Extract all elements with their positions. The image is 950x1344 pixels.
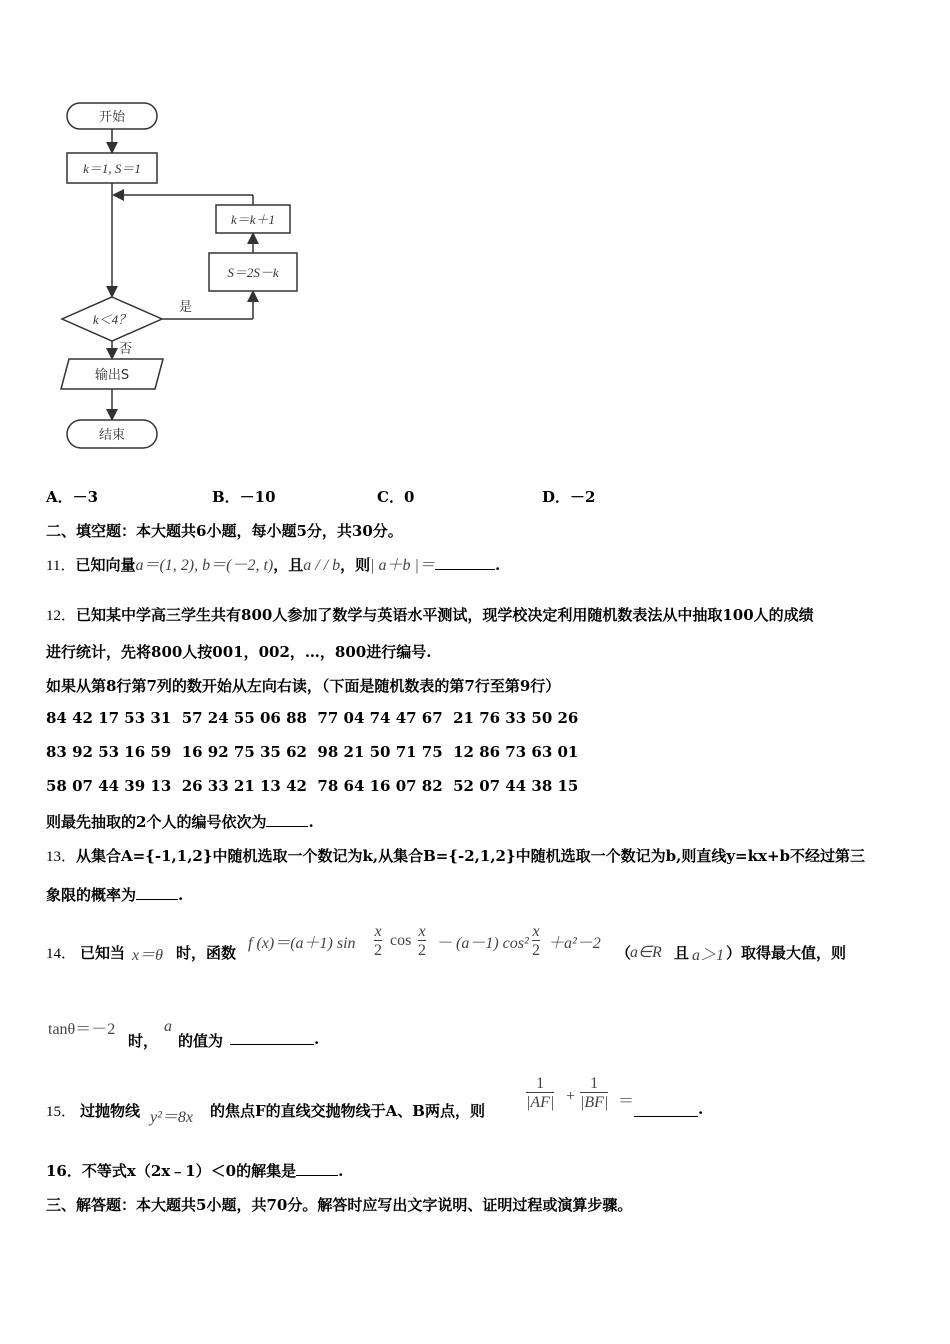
q15-number: 15． <box>46 1104 77 1120</box>
option-b: B．－10 <box>212 488 276 506</box>
q14-func-part-2: － (a－1) cos² <box>436 935 529 952</box>
q15-text-1: 过抛物线 <box>80 1102 141 1120</box>
question-16 <box>46 1160 343 1181</box>
section-3-heading: 三、解答题：本大题共5小题，共70分。解答时应写出文字说明、证明过程或演算步骤。 <box>46 1196 633 1214</box>
q12-end: . <box>308 813 314 831</box>
q15-answer-blank <box>634 1104 698 1117</box>
q11-vectors: a＝(1, 2), b＝(－2, t) <box>135 557 274 574</box>
q14-end: . <box>314 1030 320 1048</box>
q14-frac-1-num: x <box>374 923 382 940</box>
question-12-line-3: 如果从第8行第7列的数开始从左向右读，（下面是随机数表的第7行至第9行） <box>46 677 561 695</box>
q14-frac-3-den: 2 <box>532 942 540 959</box>
option-d: D．－2 <box>542 488 596 506</box>
condition-label: k＜4？ <box>92 312 132 327</box>
q16-text: 16．不等式x（2x﹣1）＜0的解集是 <box>46 1162 297 1180</box>
q14-frac-1-den: 2 <box>374 942 382 959</box>
q14-a: a <box>164 1018 172 1035</box>
q15-parabola: y²＝8x <box>150 1109 194 1126</box>
q13-text-1: 从集合A={-1,1,2}中随机选取一个数记为k,从集合B={-2,1,2}中随机选取一个数记为b,则直线y=kx+b不经过第三 <box>76 847 866 865</box>
option-a: A．－3 <box>46 488 99 506</box>
q14-text-3: 时， <box>128 1032 159 1050</box>
question-12-line-1 <box>46 604 814 625</box>
q12-text-1: 已知某中学高三学生共有800人参加了数学与英语水平测试，现学校决定利用随机数表法从中抽取100人的成绩 <box>76 606 814 624</box>
question-13-line-1 <box>46 845 865 866</box>
q12-text-4: 则最先抽取的2个人的编号依次为 <box>46 813 267 831</box>
update-label: S＝2S－k <box>227 265 279 280</box>
q14-text-4: 的值为 <box>178 1032 224 1050</box>
q11-end: . <box>494 556 501 574</box>
q16-answer-blank <box>296 1163 338 1176</box>
q14-number: 14． <box>46 946 77 962</box>
q15-frac-af-num: 1 <box>536 1075 545 1092</box>
option-c: C．0 <box>377 488 415 506</box>
q11-number: 11． <box>46 558 76 574</box>
q15-frac-bf <box>580 1076 608 1111</box>
q11-abs: | a＋b |＝ <box>370 557 435 574</box>
q11-text-2: ，且 <box>273 556 304 574</box>
random-table-row-9: 58 07 44 39 13 26 33 21 13 42 78 64 16 07 82 52 07 44 38 15 <box>46 777 579 795</box>
q14-func-part-3: ＋a²－2 <box>548 935 601 952</box>
q14-func-part-1: f (x)＝(a＋1) sin <box>248 935 356 952</box>
question-12-line-2: 进行统计，先将800人按001，002，…，800进行编号. <box>46 643 432 661</box>
flowchart <box>55 95 315 465</box>
yes-label: 是 <box>179 300 193 315</box>
q14-cond-open: （ <box>616 944 632 962</box>
q14-cos: cos <box>390 932 412 949</box>
output-label: 输出S <box>94 368 130 383</box>
q11-answer-blank <box>435 557 495 570</box>
q14-cond-and: 且 <box>674 944 690 962</box>
q15-frac-af-den: |AF| <box>526 1094 555 1111</box>
q14-frac-3-num: x <box>532 923 540 940</box>
q13-number: 13． <box>46 849 77 865</box>
q12-number: 12． <box>46 608 77 624</box>
q14-tan: tanθ＝－2 <box>48 1021 116 1038</box>
no-label: 否 <box>119 342 133 357</box>
q14-text-2: 时，函数 <box>176 944 237 962</box>
init-label: k＝1, S＝1 <box>83 161 141 176</box>
q14-frac-2-num: x <box>418 923 426 940</box>
start-label: 开始 <box>98 110 126 125</box>
q14-frac-2-den: 2 <box>418 942 426 959</box>
q15-frac-bf-den: |BF| <box>580 1094 609 1111</box>
q15-text-2: 的焦点F的直线交抛物线于A、B两点，则 <box>210 1102 485 1120</box>
q14-frac-2 <box>418 924 426 959</box>
section-2-heading: 二、填空题：本大题共6小题，每小题5分，共30分。 <box>46 522 403 540</box>
q14-text-1: 已知当 <box>80 944 126 962</box>
q15-frac-af <box>526 1076 554 1111</box>
q14-cond-1: a∈R <box>630 944 662 961</box>
q11-text-3: ，则 <box>340 556 371 574</box>
q14-answer-blank <box>230 1032 314 1045</box>
q14-frac-3 <box>532 924 540 959</box>
random-table-row-7: 84 42 17 53 31 57 24 55 06 88 77 04 74 47 67 21 76 33 50 26 <box>46 709 579 727</box>
q14-cond-2: a＞1 <box>692 947 725 964</box>
question-13-line-2 <box>46 884 183 905</box>
q15-frac-bf-num: 1 <box>590 1075 599 1092</box>
q16-end: . <box>338 1162 344 1180</box>
q13-text-2: 象限的概率为 <box>46 886 137 904</box>
q11-parallel: a / / b <box>303 557 341 574</box>
q15-end: . <box>698 1100 704 1118</box>
q14-theta: x＝θ <box>132 947 163 964</box>
random-table-row-8: 83 92 53 16 59 16 92 75 35 62 98 21 50 71 75 12 86 73 63 01 <box>46 743 579 761</box>
q12-answer-blank <box>266 814 308 827</box>
q13-end: . <box>178 886 184 904</box>
end-label: 结束 <box>98 428 126 443</box>
question-12-line-4 <box>46 811 314 832</box>
question-11 <box>46 552 500 575</box>
q13-answer-blank <box>136 887 178 900</box>
increment-label: k＝k＋1 <box>230 212 276 227</box>
q14-frac-1 <box>374 924 382 959</box>
q15-eq: ＝ <box>618 1093 635 1110</box>
q11-text-1: 已知向量 <box>75 556 136 574</box>
q14-cond-close: ）取得最大值，则 <box>726 944 847 962</box>
q15-plus: + <box>566 1088 576 1105</box>
